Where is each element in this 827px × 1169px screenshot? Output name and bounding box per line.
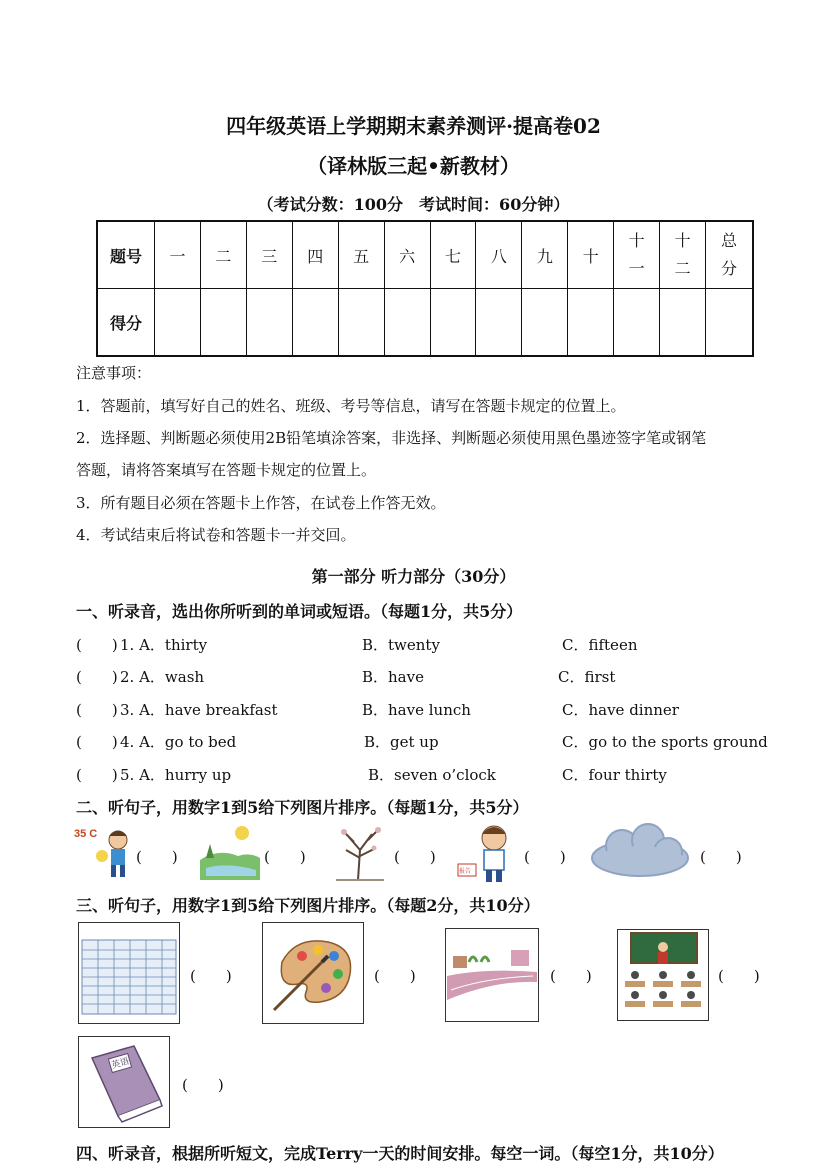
col-2: 二 [200,221,246,289]
note-4: 4．考试结束后将试卷和答题卡一并交回。 [76,526,356,544]
option-b: B．seven o’clock [368,766,496,784]
score-cell[interactable] [706,289,753,357]
picture-blank[interactable]: ( ) [136,848,178,866]
temperature-label: 35 C [74,828,98,840]
col-12 [660,221,706,289]
section-4-title: 四、听录音，根据所听短文，完成Terry一天的时间安排。每空一词。（每空1分，共10分） [76,1144,724,1163]
score-cell[interactable] [338,289,384,357]
col-total [706,221,753,289]
col-12-top: 十 [674,231,691,250]
option-a: 1. A．thirty [120,636,208,654]
score-label: 得分 [97,289,155,357]
score-table [96,220,754,357]
option-c: C．fifteen [562,636,638,654]
option-b: B．have [362,668,424,686]
hot-boy-icon [74,822,136,880]
exam-subtitle: （译林版三起•新教材） [307,154,520,178]
section-3-title: 三、听句子，用数字1到5给下列图片排序。（每题2分，共10分） [76,896,540,915]
score-cell[interactable] [155,289,201,357]
picture-blank[interactable]: ( ) [394,848,436,866]
answer-paren[interactable]: ( ) [76,766,118,784]
col-total-top: 总 [721,231,738,250]
col-6: 六 [384,221,430,289]
paint-palette-picture [262,922,364,1024]
answer-paren[interactable]: ( ) [76,668,118,686]
option-a: 2. A．wash [120,668,205,686]
col-10: 十 [568,221,614,289]
score-table-header-row [97,221,753,289]
picture-blank[interactable]: ( ) [264,848,306,866]
note-1: 1．答题前，填写好自己的姓名、班级、考号等信息，请写在答题卡规定的位置上。 [76,397,626,415]
option-b: B．get up [364,733,439,751]
score-table-score-row [97,289,753,357]
score-cell[interactable] [476,289,522,357]
col-12-bottom: 二 [674,259,691,278]
part-1-heading: 第一部分 听力部分（30分） [311,567,516,586]
score-cell[interactable] [384,289,430,357]
autumn-tree-picture [328,822,392,882]
english-book-picture [78,1036,170,1128]
picture-blank[interactable]: ( ) [718,967,760,985]
timetable-picture [78,922,180,1024]
picture-blank[interactable]: ( ) [700,848,742,866]
notes-heading: 注意事项： [76,364,152,382]
col-8: 八 [476,221,522,289]
hot-boy-picture [74,822,136,880]
option-c: C．have dinner [562,701,679,719]
score-cell[interactable] [292,289,338,357]
col-9: 九 [522,221,568,289]
col-11-bottom: 一 [628,259,645,278]
sports-ground-picture [445,928,539,1022]
option-c: C．first [558,668,616,686]
answer-paren[interactable]: ( ) [76,636,118,654]
question-number-label: 题号 [97,221,155,289]
col-11-top: 十 [628,231,645,250]
cloudy-picture [588,822,694,880]
col-7: 七 [430,221,476,289]
option-b: B．twenty [362,636,440,654]
option-c: C．go to the sports ground [562,733,768,751]
score-cell[interactable] [522,289,568,357]
answer-paren[interactable]: ( ) [76,733,118,751]
boy-card-picture [456,820,518,884]
col-4: 四 [292,221,338,289]
score-cell[interactable] [568,289,614,357]
option-c: C．four thirty [562,766,667,784]
section-2-title: 二、听句子，用数字1到5给下列图片排序。（每题1分，共5分） [76,798,529,817]
exam-title: 四年级英语上学期期末素养测评·提高卷02 [226,114,601,138]
score-cell[interactable] [614,289,660,357]
option-a: 5. A．hurry up [120,766,232,784]
col-total-bottom: 分 [721,259,738,278]
picture-blank[interactable]: ( ) [374,967,416,985]
book-title: 英语 [110,1056,131,1072]
picture-blank[interactable]: ( ) [182,1076,224,1094]
score-cell[interactable] [200,289,246,357]
picture-blank[interactable]: ( ) [524,848,566,866]
section-1-title: 一、听录音，选出你所听到的单词或短语。（每题1分，共5分） [76,602,523,621]
col-11 [614,221,660,289]
picture-blank[interactable]: ( ) [190,967,232,985]
col-1: 一 [155,221,201,289]
option-a: 4. A．go to bed [120,733,237,751]
card-label: 报告 [459,868,472,875]
note-3: 3．所有题目必须在答题卡上作答，在试卷上作答无效。 [76,494,446,512]
classroom-picture [617,929,709,1021]
col-5: 五 [338,221,384,289]
col-3: 三 [246,221,292,289]
note-2b: 答题，请将答案填写在答题卡规定的位置上。 [76,461,377,479]
score-cell[interactable] [660,289,706,357]
landscape-picture [198,824,262,880]
exam-info: （考试分数：100分 考试时间：60分钟） [257,195,570,214]
note-2a: 2．选择题、判断题必须使用2B铅笔填涂答案，非选择、判断题必须使用黑色墨迹签字笔或钢笔 [76,429,707,447]
option-b: B．have lunch [362,701,471,719]
option-a: 3. A．have breakfast [120,701,278,719]
score-cell[interactable] [246,289,292,357]
book-icon [78,1036,170,1128]
picture-blank[interactable]: ( ) [550,967,592,985]
answer-paren[interactable]: ( ) [76,701,118,719]
score-cell[interactable] [430,289,476,357]
